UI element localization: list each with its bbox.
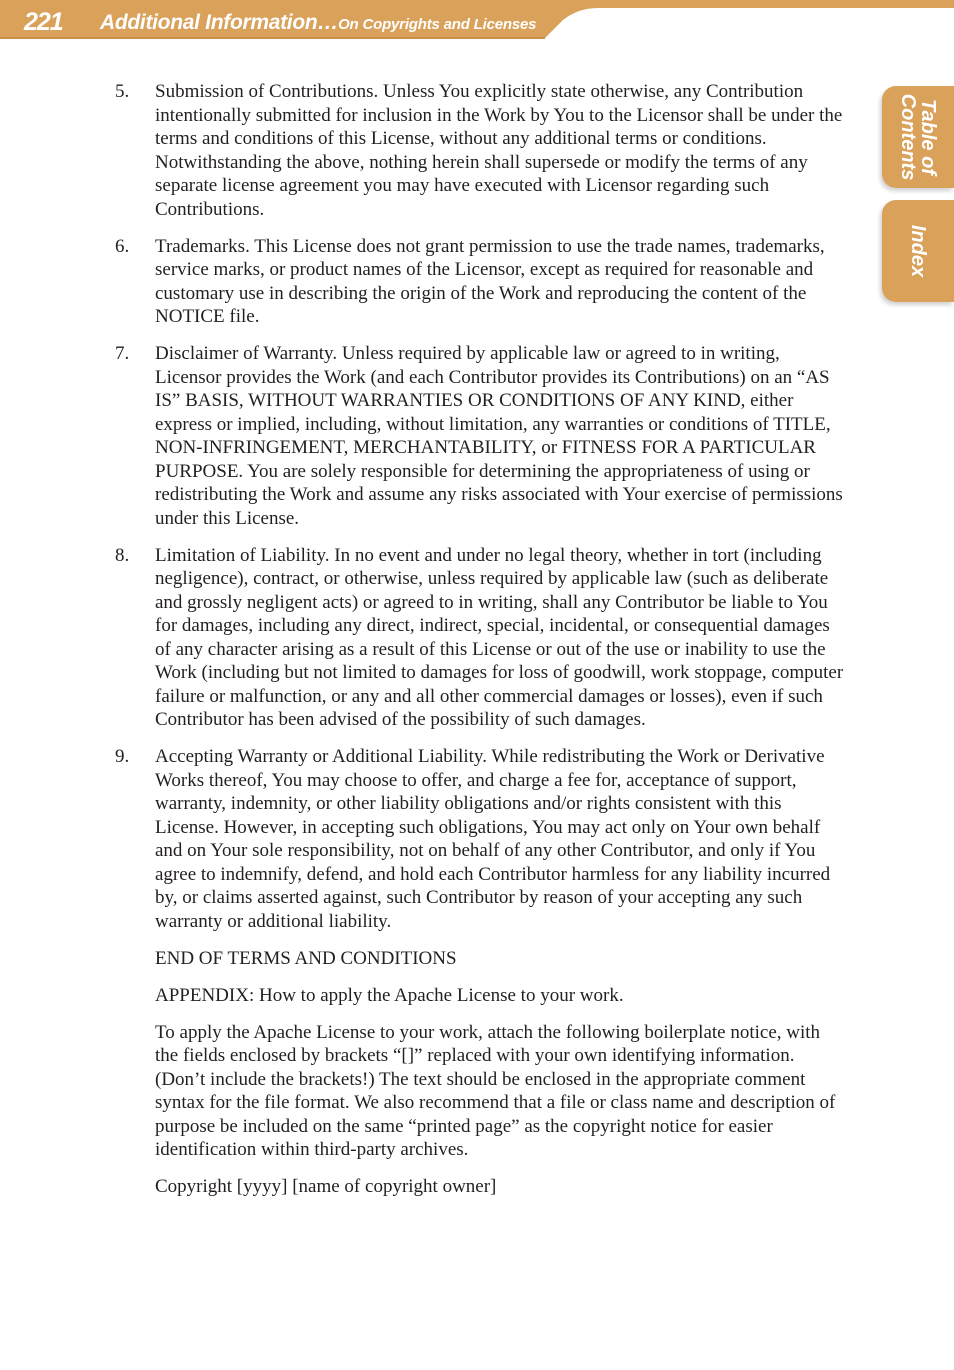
item-number: 9. [115,746,130,767]
index-tab[interactable] [882,200,954,302]
item-number: 5. [115,81,130,102]
item-text: Accepting Warranty or Additional Liability. While redistributing the Work or Derivative Works thereof, You may choose to offer, and charge a fee for, acceptance of support, warranty, indemnity, or other liability obligations and/or rights consistent with this License. However, in accepting such obligations, You may act only on Your own behalf and on Your sole responsibility, not on behalf of any other Contributor, and only if You agree to indemnify, defend, and hold each Contributor harmless for any liability incurred by, or claims asserted against, such Contributor by reason of your accepting any such warranty or additional liability. [155,746,831,932]
section-title [100,9,536,39]
list-item [115,745,847,933]
appendix-heading: APPENDIX: How to apply the Apache License to your work. [155,984,624,1006]
page-number: 221 [24,8,63,36]
header-band [0,0,954,40]
table-of-contents-label [898,94,938,181]
appendix-instructions: To apply the Apache License to your work, attach the following boilerplate notice, with the fields enclosed by brackets “[]” replaced with your own identifying information. (Don’t include the brackets!) The text should be enclosed in the appropriate comment syntax for the file format. We also recommend that a file or class name and description of purpose be included on the same “printed page” as the copyright notice for easier identification within third-party archives. [155,1021,836,1160]
item-text: Disclaimer of Warranty. Unless required by applicable law or agreed to in writing, Licensor provides the Work (and each Contributor provides its Contributions) on an “AS IS” BASIS, WITHOUT WARRANTIES OR CONDITIONS OF ANY KIND, either express or implied, including, without limitation, any warranties or conditions of TITLE, NON-INFRINGEMENT, MERCHANTABILITY, or FITNESS FOR A PARTICULAR PURPOSE. You are solely responsible for determining the appropriateness of using or redistributing the Work and assume any risks associated with Your exercise of permissions under this License. [155,343,843,529]
item-text: Limitation of Liability. In no event and under no legal theory, whether in tort (including negligence), contract, or otherwise, unless required by applicable law (such as deliberate and grossly negligent acts) or agreed to in writing, shall any Contributor be liable to You for damages, including any direct, indirect, special, incidental, or consequential damages of any character arising as a result of this License or out of the use or inability to use the Work (including but not limited to damages for loss of goodwill, work stoppage, computer failure or malfunction, or any and all other commercial damages or losses), even if such Contributor has been advised of the possibility of such damages. [155,544,844,730]
end-terms-line: END OF TERMS AND CONDITIONS [155,947,457,969]
item-number: 7. [115,343,130,364]
item-text: Submission of Contributions. Unless You explicitly state otherwise, any Contribution intentionally submitted for inclusion in the Work by You to the Licensor shall be under the terms and conditions of this License, without any additional terms or conditions. Notwithstanding the above, nothing herein shall supersede or modify the terms of any separate license agreement you may have executed with Licensor regarding such Contributions. [155,81,843,220]
copyright-line: Copyright [yyyy] [name of copyright owner] [155,1176,497,1197]
index-label: Index [907,224,929,278]
item-number: 8. [115,544,130,566]
item-text: Trademarks. This License does not grant permission to use the trade names, trademarks, service marks, or product names of the Licensor, except as required for reasonable and customary use in describing the origin of the Work and reproducing the content of the NOTICE file. [155,235,825,327]
table-of-contents-tab[interactable] [882,86,954,188]
toc-label-line1: Table of [917,99,939,175]
list-item [115,80,847,221]
list-item [115,544,847,732]
list-item [115,235,847,329]
section-title-main: Additional Information… [100,11,339,34]
toc-label-line2: Contents [897,93,919,181]
item-number: 6. [115,235,130,257]
license-text [115,80,847,1212]
section-subtitle: On Copyrights and Licenses [338,16,537,33]
list-item [115,342,847,530]
